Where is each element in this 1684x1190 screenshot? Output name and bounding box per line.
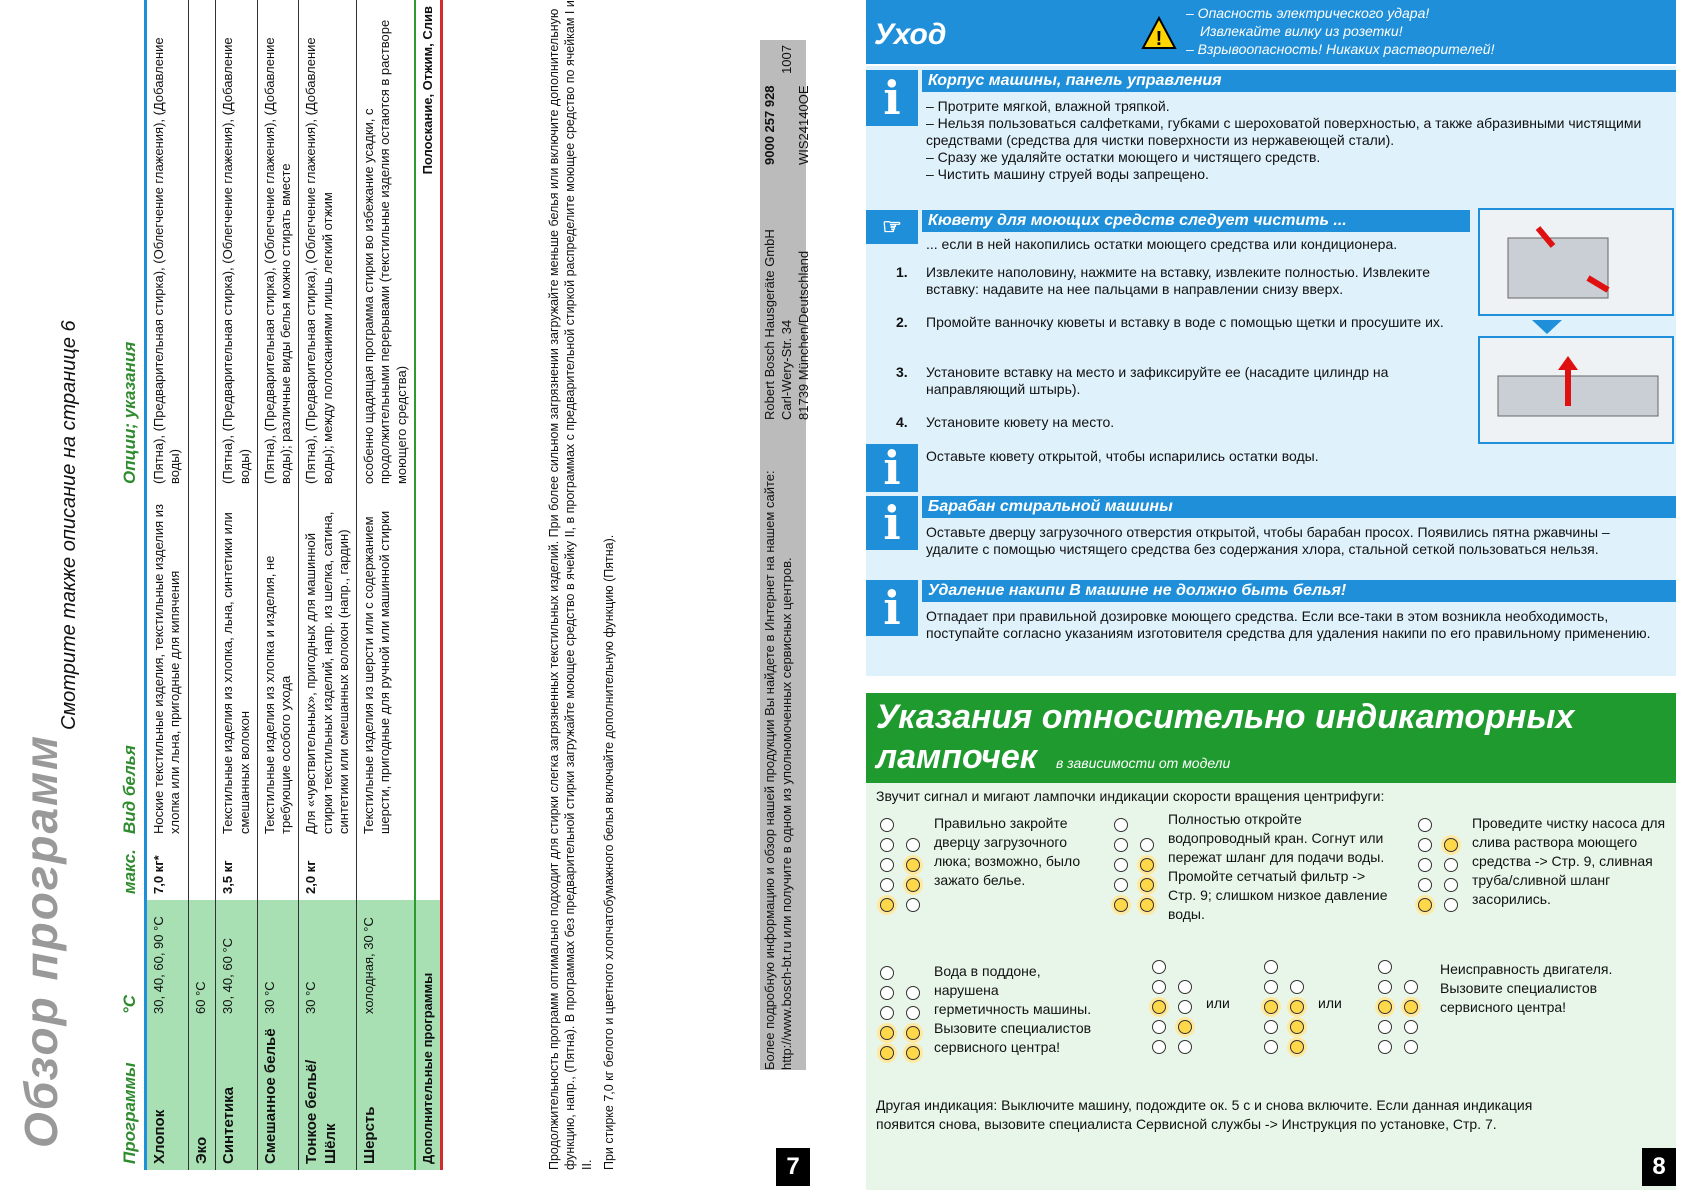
lamp [906, 1006, 920, 1020]
notes [546, 0, 617, 1170]
lamp [1114, 818, 1128, 832]
doc-number-line: WIS24140OE [795, 85, 811, 165]
list-item: – Сразу же удаляйте остатки моющего и чистящего средств. [926, 149, 1321, 165]
temp: 30, 40, 60, 90 °C [146, 900, 189, 1020]
lamp [880, 838, 894, 852]
max-load [357, 840, 415, 900]
lamp-on [1418, 898, 1432, 912]
lamp [1264, 960, 1278, 974]
lamp-on [906, 1026, 920, 1040]
info-icon: i [866, 580, 918, 636]
lamp-on [1290, 1000, 1304, 1014]
max-load [257, 840, 299, 900]
page-number-right: 8 [1642, 1148, 1676, 1186]
indicator-subtitle: в зависимости от модели [1055, 755, 1231, 771]
info-icon: i [866, 444, 918, 492]
hand-icon: ☞ [866, 210, 918, 244]
section-body: Оставьте дверцу загрузочного отверстия открытой, чтобы барабан просох. Появились пятна ржавчины – удалите с помощью чистящего средства без содержания хлора, стальной сеткой пользоваться нельзя. [926, 524, 1610, 557]
lamp [880, 986, 894, 1000]
note-1: Продолжительность программ оптимально подходит для стирки слегка загрязненных текстильных изделий. При более сильном загрязнении загружайте меньше белья или включите дополнительную функцию, напр., (Пятна). В программах без предварительной стирки загружайте моющее средство в ячейку II, в программах с предварительной стиркой распределите моющее средство по ячейкам I и II. [547, 0, 594, 1170]
step-text: Промойте ванночку кюветы и вставку в воде с помощью щетки и просушите их. [926, 314, 1444, 330]
options: (Пятна), (Предварительная стирка), (Облегчение глажения), (Добавление воды); между полосканиями лишь легкий отжим [299, 0, 357, 490]
lamp [906, 898, 920, 912]
program-name: Шерсть [357, 1020, 415, 1170]
step-number: 4. [896, 414, 908, 430]
step-text: Извлеките наполовину, нажмите на вставку, извлеките полностью. Извлеките вставку: надавите на нее пальцами в направлении снизу вверх. [926, 264, 1431, 297]
max-load: 2,0 кг [299, 840, 357, 900]
warning-line: Извлекайте вилку из розетки! [1200, 23, 1403, 39]
max-load: 7,0 кг* [146, 840, 189, 900]
lamp [880, 818, 894, 832]
lamp-on [1140, 878, 1154, 892]
extra-programs-row [415, 0, 442, 1170]
company-line: Carl-Wery-Str. 34 [778, 319, 794, 420]
options: особенно щадящая программа стирки во избежание усадки, с продолжительными перерывами (текстильные изделия остаются в растворе моющего средства) [357, 0, 415, 490]
indicator-intro: Звучит сигнал и мигают лампочки индикации скорости вращения центрифуги: [876, 788, 1385, 804]
lamp-on [1290, 1020, 1304, 1034]
lamp [1114, 838, 1128, 852]
program-name: Эко [188, 1020, 216, 1170]
lamp [1152, 1040, 1166, 1054]
temp: 30, 40, 60 °C [216, 900, 258, 1020]
warning-line: – Опасность электрического удара! [1186, 5, 1430, 21]
lamp [1418, 858, 1432, 872]
company-line: 81739 München/Deutschland [795, 250, 811, 420]
temp: 30 °C [299, 900, 357, 1020]
col-programs: Программы [116, 1020, 146, 1170]
list-item: – Протрите мягкой, влажной тряпкой. [926, 98, 1170, 114]
or-label: или [1318, 995, 1342, 1011]
max-load: 3,5 кг [216, 840, 258, 900]
section-title: Корпус машины, панель управления [922, 70, 1676, 92]
lamp [1264, 1020, 1278, 1034]
lamp [880, 878, 894, 892]
doc-number-line: 9000 257 928 [762, 85, 777, 165]
options [188, 0, 216, 490]
page-number-left: 7 [776, 1148, 810, 1186]
doc-number-line: 1007 [778, 45, 794, 74]
program-overview [0, 0, 616, 1170]
care-header [866, 0, 1676, 64]
max-load [188, 840, 216, 900]
warning-icon [1141, 16, 1177, 50]
fabric: Текстильные изделия из шерсти или с содержанием шерсти, пригодные для ручной или машинной стирки [357, 490, 415, 840]
lamp [1378, 1020, 1392, 1034]
section-intro: ... если в ней накопились остатки моющего средства или кондиционера. [926, 236, 1398, 252]
step-number: 2. [896, 314, 908, 330]
lamp [1378, 1040, 1392, 1054]
lamp [1404, 980, 1418, 994]
options: (Пятна), (Предварительная стирка), (Облегчение глажения), (Добавление воды); различные виды белья можно стирать вместе [257, 0, 299, 490]
section-body: Отпадает при правильной дозировке моющего средства. Если все-таки в этом возникла необходимость, поступайте согласно указаниям изготовителя средства для удаления накипи по его правильному применению. [926, 608, 1651, 641]
step-text: Установите вставку на место и зафиксируйте ее (насадите цилиндр на направляющий штырь). [926, 364, 1389, 397]
lamp [1114, 858, 1128, 872]
lamp [1418, 818, 1432, 832]
lamp-on [1378, 1000, 1392, 1014]
fabric: Для «чувствительных», пригодных для машинной стирки текстильных изделий, напр. из шелка, сатина, синтетики или смешанных волокон (напр., гардин) [299, 490, 357, 840]
section-title: Удаление накипи В машине не должно быть белья! [922, 580, 1676, 602]
table-row [188, 0, 216, 1170]
lamp [1178, 980, 1192, 994]
indicator-desc: Полностью откройте водопроводный кран. Согнут или пережат шланг для подачи воды. Промойте сетчатый фильтр -> Стр. 9; слишком низкое давление воды. [1168, 811, 1388, 922]
lamp [1444, 898, 1458, 912]
table-row [357, 0, 415, 1170]
company-address [762, 220, 832, 420]
program-name: Хлопок [146, 1020, 189, 1170]
step-number: 1. [896, 264, 908, 280]
page-title: Обзор программ [15, 733, 67, 1148]
lamp [1114, 878, 1128, 892]
program-name: Смешанное бельё [257, 1020, 299, 1170]
lamp [1378, 980, 1392, 994]
extra-value: Полоскание, Отжим, Слив [415, 0, 442, 900]
lamp-on [1140, 898, 1154, 912]
table-row [299, 0, 357, 1170]
temp: 60 °C [188, 900, 216, 1020]
lamp [1140, 838, 1154, 852]
lamp-on [880, 898, 894, 912]
section-body [926, 98, 1666, 183]
lamp [1152, 960, 1166, 974]
table-row [146, 0, 189, 1170]
lamp [1418, 878, 1432, 892]
lamp [1444, 858, 1458, 872]
lamp-on [1264, 1000, 1278, 1014]
options: (Пятна), (Предварительная стирка), (Облегчение глажения), (Добавление воды) [216, 0, 258, 490]
fabric [188, 490, 216, 840]
step-number: 3. [896, 364, 908, 380]
tip-text: Оставьте кювету открытой, чтобы испарились остатки воды. [926, 448, 1319, 464]
lamp-on [1114, 898, 1128, 912]
table-row [216, 0, 258, 1170]
col-fabric: Вид белья [116, 490, 146, 840]
col-options: Опции; указания [116, 0, 146, 490]
list-item: – Нельзя пользоваться салфетками, губками с шероховатой поверхностью, а также абразивными чистящими средствами (средства для чистки поверхности из нержавеющей стали). [926, 115, 1642, 148]
table-row [257, 0, 299, 1170]
lamp [906, 838, 920, 852]
lamp-on [906, 1046, 920, 1060]
lamp-on [1290, 1040, 1304, 1054]
arrow-down-icon [1532, 320, 1562, 334]
lamp [906, 986, 920, 1000]
lamp [1444, 878, 1458, 892]
warning-line: – Взрывоопасность! Никаких растворителей! [1186, 41, 1495, 57]
lamp [880, 966, 894, 980]
info-icon: i [866, 496, 918, 550]
lamp-on [1178, 1020, 1192, 1034]
temp: 30 °C [257, 900, 299, 1020]
drawer-illustration-2 [1478, 336, 1674, 444]
fabric: Текстильные изделия из хлопка и изделия, не требующие особого ухода [257, 490, 299, 840]
indicator-desc: Правильно закройте дверцу загрузочного люка; возможно, было зажато белье. [934, 815, 1081, 888]
step-text: Установите кювету на место. [926, 414, 1115, 430]
fabric: Ноские текстильные изделия, текстильные изделия из хлопка или льна, пригодные для кипячения [146, 490, 189, 840]
options: (Пятна), (Предварительная стирка), (Облегчение глажения), (Добавление воды) [146, 0, 189, 490]
program-table [116, 0, 443, 1170]
lamp-on [1152, 1000, 1166, 1014]
lamp [1178, 1040, 1192, 1054]
note-2: При стирке 7,0 кг белого и цветного хлопчатобумажного белья включайте дополнительную функцию (Пятна). [601, 534, 616, 1170]
col-temp: °C [116, 900, 146, 1020]
indicator-title [876, 697, 1666, 783]
right-page [866, 0, 1684, 1190]
section-title: Барабан стиральной машины [922, 496, 1676, 518]
section-title: Кювету для моющих средств следует чистить ... [922, 210, 1470, 232]
lamp-on [880, 1046, 894, 1060]
drawer-illustration-1 [1478, 208, 1674, 316]
lamp [1264, 1040, 1278, 1054]
see-also: Смотрите также описание на странице 6 [58, 320, 80, 730]
lamp [1152, 1020, 1166, 1034]
indicator-desc: Проведите чистку насоса для слива раствора моющего средства -> Стр. 9, сливная труба/сливной шланг засорились. [1472, 815, 1666, 907]
lamp [880, 1006, 894, 1020]
lamp [1418, 838, 1432, 852]
info-icon: i [866, 70, 918, 126]
lamp [1178, 1000, 1192, 1014]
lamp [1290, 980, 1304, 994]
fabric: Текстильные изделия из хлопка, льна, синтетики или смешанных волокон [216, 490, 258, 840]
footer-info-text: Более подробную информацию и обзор нашей продукции Вы найдете в Интернет на нашем сайте: http://www.bosch-bt.ru или получите в одном из уполномоченных сервисных центров. [762, 470, 794, 1070]
other-indication: Другая индикация: Выключите машину, подождите ок. 5 с и снова включите. Если данная индикация появится снова, вызовите специалиста Сервисной службы -> Инструкция по установке, Стр. 7. [876, 1097, 1533, 1132]
doc-number [762, 45, 832, 165]
indicator-desc: Неисправность двигателя. Вызовите специалистов сервисного центра! [1440, 961, 1613, 1015]
lamp-on [1140, 858, 1154, 872]
extra-label: Дополнительные программы [415, 900, 442, 1170]
list-item: – Чистить машину струей воды запрещено. [926, 166, 1209, 182]
lamp [1152, 980, 1166, 994]
lamp [880, 858, 894, 872]
col-max: макс. [116, 840, 146, 900]
program-name: Синтетика [216, 1020, 258, 1170]
lamp [1264, 980, 1278, 994]
or-label: или [1206, 995, 1230, 1011]
company-line: Robert Bosch Hausgeräte GmbH [762, 229, 777, 420]
lamp-on [880, 1026, 894, 1040]
program-name: Тонкое бельё/Шёлк [299, 1020, 357, 1170]
temp: холодная, 30 °C [357, 900, 415, 1020]
lamp-on [906, 878, 920, 892]
lamp-on [1444, 838, 1458, 852]
lamp [1404, 1020, 1418, 1034]
lamp [1404, 1040, 1418, 1054]
care-title: Уход [874, 18, 947, 51]
warnings [1186, 4, 1494, 58]
svg-text:!: ! [1155, 28, 1163, 50]
lamp-on [1404, 1000, 1418, 1014]
indicator-title-text: Указания относительно индикаторных лампочек [876, 698, 1575, 776]
indicator-header [866, 693, 1676, 783]
lamp [1378, 960, 1392, 974]
footer-info [762, 430, 832, 1070]
lamp-on [906, 858, 920, 872]
indicator-desc: Вода в поддоне, нарушена герметичность машины. Вызовите специалистов сервисного центра! [934, 963, 1092, 1055]
